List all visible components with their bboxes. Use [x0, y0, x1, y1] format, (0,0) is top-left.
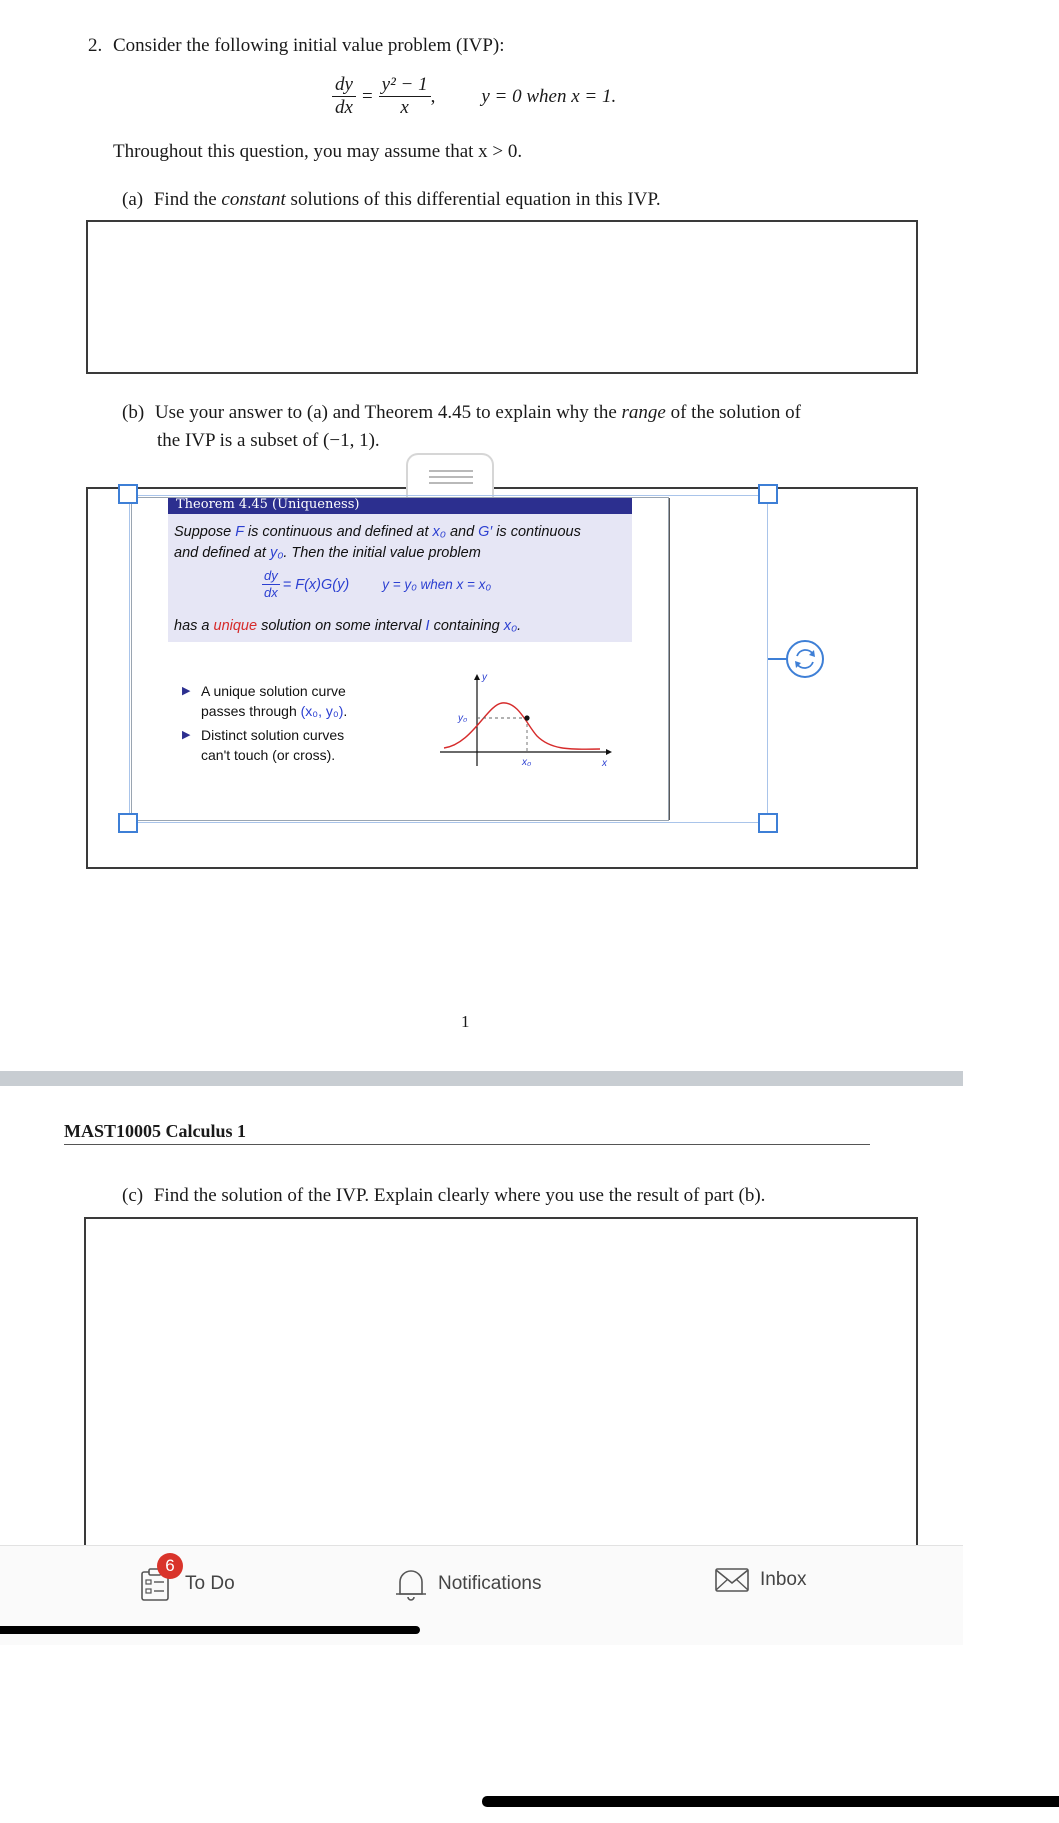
part-c-text: Find the solution of the IVP. Explain clearly where you use the result of part (b).: [153, 1185, 766, 1206]
tab-inbox-label: Inbox: [760, 1569, 807, 1590]
bullet-text: .: [343, 703, 348, 719]
t: containing: [433, 618, 500, 634]
rotate-icon: [788, 642, 822, 676]
frac-num: y² − 1: [379, 74, 431, 97]
part-a-prompt: [122, 188, 661, 212]
page-divider: [0, 1071, 963, 1086]
bullet-text: can't touch (or cross).: [201, 747, 336, 763]
page-number: 1: [461, 1012, 470, 1031]
part-a-text-after: solutions of this differential equation in this IVP.: [290, 189, 661, 210]
theorem-line3: [174, 618, 521, 634]
todo-count-badge: 6: [157, 1553, 183, 1579]
t: Suppose: [174, 524, 232, 540]
t-G: G′: [478, 524, 493, 540]
bullet-point: (x₀, y₀): [300, 703, 344, 719]
t-I: I: [425, 618, 430, 634]
resize-handle-bottom-left[interactable]: [118, 813, 138, 833]
theorem-bullets: [182, 681, 347, 769]
solution-curve-graph: [432, 670, 612, 774]
resize-handle-bottom-right[interactable]: [758, 813, 778, 833]
home-indicator[interactable]: [482, 1796, 1059, 1807]
t: .: [517, 618, 522, 634]
theorem-eq-cond: y = y₀ when x = x₀: [382, 577, 492, 592]
question-number: 2.: [88, 35, 103, 56]
tab-todo-label: To Do: [185, 1573, 235, 1594]
bullet-1: [182, 681, 347, 721]
part-c-label: (c): [122, 1185, 144, 1206]
t-unique: unique: [213, 618, 258, 634]
part-a-label: (a): [122, 189, 144, 210]
frac-den: dx: [335, 97, 353, 118]
drag-grip[interactable]: [406, 453, 494, 497]
rhs-fraction: [379, 74, 431, 119]
resize-handle-top-right[interactable]: [758, 484, 778, 504]
comma: ,: [430, 85, 436, 107]
initial-condition: y = 0 when x = 1.: [481, 85, 617, 107]
theorem-equation: [262, 568, 491, 601]
tab-inbox[interactable]: [714, 1566, 806, 1594]
t: is continuous and defined at: [247, 524, 429, 540]
frac-num: dy: [264, 568, 278, 583]
bullet-text: ▶ Distinct solution curves: [201, 727, 345, 743]
part-b-label: (b): [122, 402, 145, 423]
ivp-equation: [332, 74, 616, 119]
bullet-text: ▶ A unique solution curve: [201, 683, 346, 699]
x-axis-arrow: [606, 749, 612, 755]
theorem-heading: Theorem 4.45 (Uniqueness): [168, 498, 632, 514]
part-a-emph: constant: [221, 189, 286, 210]
bell-icon: [394, 1566, 428, 1602]
equals-sign: =: [361, 85, 373, 107]
question-intro: [88, 34, 505, 58]
frac-num: dy: [332, 74, 356, 97]
graph-y0-label: y₀: [458, 713, 468, 724]
solution-curve: [444, 703, 600, 749]
tab-notifications-label: Notifications: [438, 1573, 542, 1594]
tab-todo[interactable]: [139, 1566, 235, 1602]
part-b-text: Use your answer to (a) and Theorem 4.45 to explain why the: [154, 402, 617, 423]
bullet-text: passes through: [201, 703, 297, 719]
part-b-prompt: [122, 401, 801, 425]
pasted-theorem-image[interactable]: [131, 497, 669, 821]
theorem-line1: [174, 524, 581, 540]
rotate-handle-stem: [768, 658, 788, 660]
resize-handle-top-left[interactable]: [118, 484, 138, 504]
theorem-line2: [174, 545, 481, 561]
bullet-1-line2: [201, 701, 347, 721]
theorem-body: [168, 514, 632, 642]
t: is continuous: [496, 524, 581, 540]
part-c-prompt: [122, 1184, 765, 1208]
theorem-eq-rhs: = F(x)G(y): [282, 576, 350, 593]
frac-den: dx: [264, 585, 278, 600]
dy-dx-fraction: [332, 74, 356, 119]
t-y0: y₀: [269, 545, 284, 561]
home-indicator-inner: [0, 1626, 420, 1634]
part-a-text: Find the: [153, 189, 217, 210]
t: solution on some interval: [261, 618, 422, 634]
part-c-answer-box[interactable]: [84, 1217, 918, 1557]
part-b-line2: the IVP is a subset of (−1, 1).: [157, 430, 380, 451]
rotate-handle[interactable]: [786, 640, 824, 678]
question-intro-text: Consider the following initial value problem (IVP):: [113, 35, 505, 56]
graph-x0-label: x₀: [522, 757, 532, 768]
selection-frame-top: [129, 495, 768, 496]
initial-point: [524, 715, 529, 720]
course-header: MAST10005 Calculus 1: [64, 1121, 247, 1141]
t: has a: [174, 618, 210, 634]
t-x0: x₀: [503, 618, 518, 634]
tab-notifications[interactable]: [394, 1566, 542, 1602]
y-axis-arrow: [474, 674, 480, 680]
frac-den: x: [400, 97, 409, 118]
part-a-answer-box[interactable]: [86, 220, 918, 374]
t-x0: x₀: [432, 524, 446, 540]
selection-frame-left: [129, 495, 130, 823]
header-rule: [64, 1144, 870, 1145]
bullet-2: [182, 725, 347, 765]
part-b-text-after: of the solution of: [670, 402, 801, 423]
t: and: [449, 524, 475, 540]
selection-frame-bottom: [129, 822, 768, 823]
graph-y-label: y: [482, 672, 487, 683]
t: and defined at: [174, 545, 266, 561]
t-F: F: [235, 524, 244, 540]
theorem-fraction: [262, 568, 280, 601]
t: . Then the initial value problem: [283, 545, 481, 561]
envelope-icon: [714, 1566, 750, 1594]
slide-edge: [669, 498, 670, 820]
assumption-text: Throughout this question, you may assume that x > 0.: [113, 141, 523, 162]
graph-x-label: x: [602, 758, 607, 769]
part-b-emph: range: [621, 402, 666, 423]
